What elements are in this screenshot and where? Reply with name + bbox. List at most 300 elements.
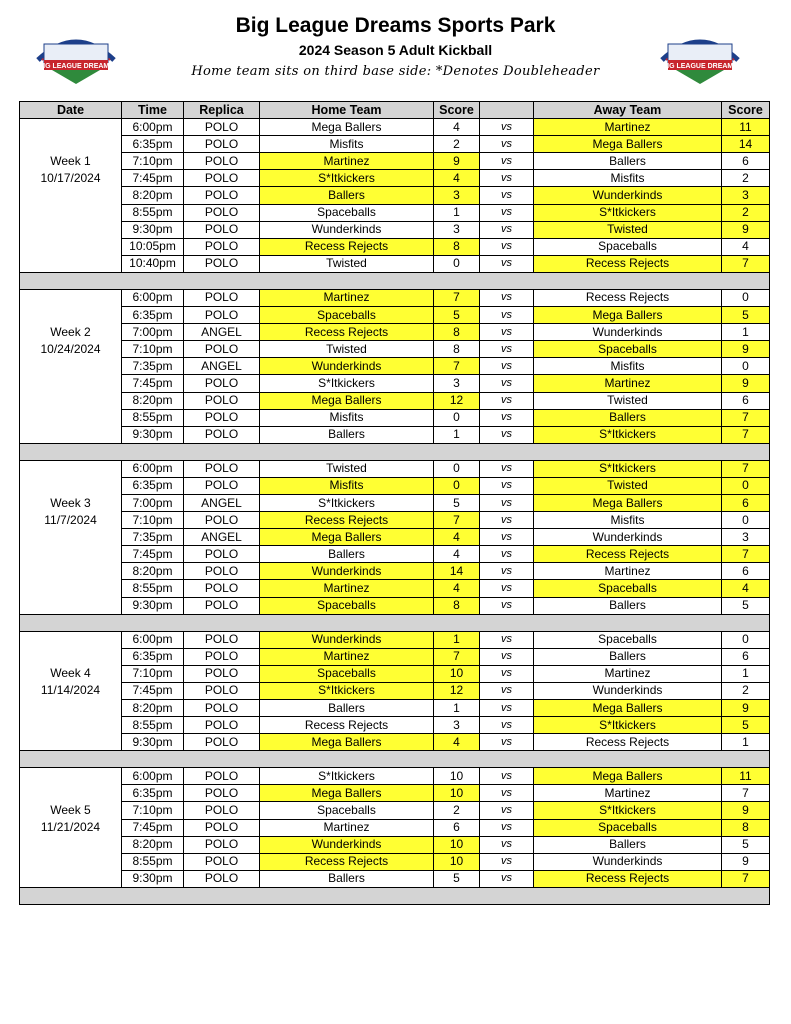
game-time: 10:40pm	[122, 255, 184, 272]
replica-field: POLO	[184, 768, 260, 785]
table-row	[20, 546, 770, 563]
home-score: 0	[434, 477, 480, 494]
away-team: Misfits	[534, 512, 722, 529]
week-separator-row	[20, 443, 770, 460]
game-time: 7:45pm	[122, 546, 184, 563]
date-cell	[20, 563, 122, 580]
home-team: Recess Rejects	[260, 717, 434, 734]
home-team: Recess Rejects	[260, 853, 434, 870]
replica-field: POLO	[184, 460, 260, 477]
game-time: 7:35pm	[122, 358, 184, 375]
home-team: Spaceballs	[260, 597, 434, 614]
home-team: Martinez	[260, 289, 434, 306]
home-score: 4	[434, 529, 480, 546]
column-header-away-team: Away Team	[534, 102, 722, 119]
home-score: 5	[434, 307, 480, 324]
away-score: 3	[722, 529, 770, 546]
home-team: Martinez	[260, 580, 434, 597]
away-team: Mega Ballers	[534, 136, 722, 153]
away-team: Twisted	[534, 477, 722, 494]
away-score: 5	[722, 717, 770, 734]
column-header-replica: Replica	[184, 102, 260, 119]
table-row	[20, 802, 770, 819]
away-score: 6	[722, 392, 770, 409]
replica-field: POLO	[184, 512, 260, 529]
home-score: 12	[434, 682, 480, 699]
away-team: Twisted	[534, 221, 722, 238]
vs-label: vs	[480, 307, 534, 324]
date-cell	[20, 717, 122, 734]
vs-label: vs	[480, 136, 534, 153]
home-score: 7	[434, 289, 480, 306]
game-time: 7:00pm	[122, 494, 184, 511]
table-row	[20, 819, 770, 836]
away-team: S*Itkickers	[534, 426, 722, 443]
game-time: 7:10pm	[122, 802, 184, 819]
replica-field: POLO	[184, 392, 260, 409]
away-team: Mega Ballers	[534, 307, 722, 324]
vs-label: vs	[480, 460, 534, 477]
home-team: Martinez	[260, 153, 434, 170]
home-score: 3	[434, 375, 480, 392]
away-team: Mega Ballers	[534, 494, 722, 511]
date-cell	[20, 204, 122, 221]
vs-label: vs	[480, 153, 534, 170]
home-team: S*Itkickers	[260, 170, 434, 187]
game-time: 7:10pm	[122, 341, 184, 358]
game-time: 6:00pm	[122, 289, 184, 306]
game-time: 6:35pm	[122, 307, 184, 324]
vs-label: vs	[480, 170, 534, 187]
away-score: 5	[722, 307, 770, 324]
away-team: Wunderkinds	[534, 529, 722, 546]
vs-label: vs	[480, 238, 534, 255]
replica-field: POLO	[184, 255, 260, 272]
separator-cell	[20, 887, 770, 904]
home-score: 6	[434, 819, 480, 836]
home-score: 0	[434, 460, 480, 477]
vs-label: vs	[480, 768, 534, 785]
away-team: Ballers	[534, 409, 722, 426]
home-score: 7	[434, 358, 480, 375]
week-separator-row	[20, 272, 770, 289]
away-team: Twisted	[534, 392, 722, 409]
separator-cell	[20, 614, 770, 631]
game-time: 7:10pm	[122, 153, 184, 170]
home-score: 5	[434, 870, 480, 887]
table-row	[20, 785, 770, 802]
game-time: 8:55pm	[122, 580, 184, 597]
table-row	[20, 529, 770, 546]
away-team: Mega Ballers	[534, 768, 722, 785]
game-time: 9:30pm	[122, 221, 184, 238]
vs-label: vs	[480, 700, 534, 717]
vs-label: vs	[480, 204, 534, 221]
away-score: 2	[722, 682, 770, 699]
home-team: Recess Rejects	[260, 324, 434, 341]
vs-label: vs	[480, 734, 534, 751]
date-cell	[20, 375, 122, 392]
table-row	[20, 392, 770, 409]
table-row	[20, 768, 770, 785]
away-score: 9	[722, 802, 770, 819]
date-cell	[20, 477, 122, 494]
table-row	[20, 341, 770, 358]
home-team: Ballers	[260, 187, 434, 204]
vs-label: vs	[480, 529, 534, 546]
away-score: 4	[722, 580, 770, 597]
replica-field: POLO	[184, 819, 260, 836]
vs-label: vs	[480, 187, 534, 204]
vs-label: vs	[480, 682, 534, 699]
home-team: Mega Ballers	[260, 734, 434, 751]
away-score: 6	[722, 563, 770, 580]
home-score: 7	[434, 648, 480, 665]
week-date: 11/14/2024	[20, 682, 122, 699]
week-date: 10/17/2024	[20, 170, 122, 187]
vs-label: vs	[480, 426, 534, 443]
away-team: Ballers	[534, 597, 722, 614]
header-note: Home team sits on third base side: *Denotes Doubleheader	[191, 64, 600, 79]
table-row	[20, 238, 770, 255]
home-score: 1	[434, 700, 480, 717]
home-team: Twisted	[260, 255, 434, 272]
column-header-away-score: Score	[722, 102, 770, 119]
week-label: Week 3	[20, 494, 122, 511]
vs-label: vs	[480, 665, 534, 682]
away-score: 14	[722, 136, 770, 153]
table-row	[20, 563, 770, 580]
away-team: Recess Rejects	[534, 289, 722, 306]
home-team: Recess Rejects	[260, 512, 434, 529]
date-cell	[20, 221, 122, 238]
replica-field: POLO	[184, 665, 260, 682]
away-score: 9	[722, 221, 770, 238]
vs-label: vs	[480, 785, 534, 802]
replica-field: ANGEL	[184, 529, 260, 546]
home-team: S*Itkickers	[260, 682, 434, 699]
home-team: Ballers	[260, 426, 434, 443]
vs-label: vs	[480, 392, 534, 409]
away-score: 6	[722, 648, 770, 665]
week-date: 11/21/2024	[20, 819, 122, 836]
date-cell	[20, 734, 122, 751]
table-row	[20, 358, 770, 375]
away-score: 1	[722, 324, 770, 341]
home-score: 4	[434, 734, 480, 751]
game-time: 8:20pm	[122, 187, 184, 204]
home-team: Ballers	[260, 700, 434, 717]
away-team: Spaceballs	[534, 631, 722, 648]
date-cell	[20, 870, 122, 887]
game-time: 8:55pm	[122, 717, 184, 734]
date-cell	[20, 836, 122, 853]
replica-field: ANGEL	[184, 494, 260, 511]
game-time: 9:30pm	[122, 597, 184, 614]
away-team: Spaceballs	[534, 580, 722, 597]
home-score: 7	[434, 512, 480, 529]
away-score: 7	[722, 426, 770, 443]
vs-label: vs	[480, 324, 534, 341]
replica-field: POLO	[184, 187, 260, 204]
table-row	[20, 375, 770, 392]
week-label: Week 1	[20, 153, 122, 170]
vs-label: vs	[480, 546, 534, 563]
week-date: 10/24/2024	[20, 341, 122, 358]
game-time: 7:10pm	[122, 512, 184, 529]
replica-field: POLO	[184, 802, 260, 819]
home-team: Wunderkinds	[260, 631, 434, 648]
table-row	[20, 512, 770, 529]
game-time: 9:30pm	[122, 734, 184, 751]
game-time: 10:05pm	[122, 238, 184, 255]
svg-text:BIG LEAGUE DREAMS: BIG LEAGUE DREAMS	[38, 63, 114, 70]
table-row	[20, 426, 770, 443]
away-score: 6	[722, 494, 770, 511]
away-team: Spaceballs	[534, 238, 722, 255]
column-header-time: Time	[122, 102, 184, 119]
week-label: Week 2	[20, 324, 122, 341]
home-team: Spaceballs	[260, 204, 434, 221]
table-row	[20, 836, 770, 853]
table-row	[20, 597, 770, 614]
away-score: 2	[722, 170, 770, 187]
date-cell	[20, 426, 122, 443]
home-team: Ballers	[260, 546, 434, 563]
home-score: 14	[434, 563, 480, 580]
date-cell	[20, 631, 122, 648]
away-team: Ballers	[534, 836, 722, 853]
week-separator-row	[20, 751, 770, 768]
replica-field: POLO	[184, 836, 260, 853]
replica-field: POLO	[184, 580, 260, 597]
away-score: 5	[722, 597, 770, 614]
game-time: 8:20pm	[122, 392, 184, 409]
table-row	[20, 289, 770, 306]
away-score: 6	[722, 153, 770, 170]
replica-field: POLO	[184, 853, 260, 870]
vs-label: vs	[480, 512, 534, 529]
table-row	[20, 204, 770, 221]
separator-cell	[20, 443, 770, 460]
home-team: Misfits	[260, 409, 434, 426]
replica-field: POLO	[184, 734, 260, 751]
replica-field: POLO	[184, 204, 260, 221]
date-cell	[20, 580, 122, 597]
vs-label: vs	[480, 853, 534, 870]
game-time: 6:35pm	[122, 477, 184, 494]
home-score: 2	[434, 802, 480, 819]
table-row	[20, 682, 770, 699]
vs-label: vs	[480, 494, 534, 511]
vs-label: vs	[480, 221, 534, 238]
home-score: 4	[434, 580, 480, 597]
date-cell	[20, 255, 122, 272]
game-time: 6:35pm	[122, 785, 184, 802]
vs-label: vs	[480, 836, 534, 853]
home-score: 0	[434, 255, 480, 272]
replica-field: POLO	[184, 221, 260, 238]
replica-field: POLO	[184, 341, 260, 358]
home-team: Mega Ballers	[260, 119, 434, 136]
away-score: 11	[722, 119, 770, 136]
vs-label: vs	[480, 648, 534, 665]
away-score: 8	[722, 819, 770, 836]
replica-field: POLO	[184, 307, 260, 324]
game-time: 7:45pm	[122, 819, 184, 836]
vs-label: vs	[480, 375, 534, 392]
column-header-home-team: Home Team	[260, 102, 434, 119]
table-row	[20, 853, 770, 870]
vs-label: vs	[480, 717, 534, 734]
away-team: Martinez	[534, 785, 722, 802]
replica-field: POLO	[184, 597, 260, 614]
table-row	[20, 307, 770, 324]
date-cell	[20, 307, 122, 324]
table-row	[20, 477, 770, 494]
game-time: 6:35pm	[122, 136, 184, 153]
home-team: Spaceballs	[260, 307, 434, 324]
game-time: 7:10pm	[122, 665, 184, 682]
replica-field: ANGEL	[184, 358, 260, 375]
vs-label: vs	[480, 819, 534, 836]
date-cell	[20, 238, 122, 255]
game-time: 8:20pm	[122, 700, 184, 717]
home-score: 3	[434, 187, 480, 204]
table-row	[20, 580, 770, 597]
replica-field: POLO	[184, 238, 260, 255]
replica-field: POLO	[184, 477, 260, 494]
away-team: S*Itkickers	[534, 460, 722, 477]
home-score: 8	[434, 597, 480, 614]
away-team: Spaceballs	[534, 819, 722, 836]
away-score: 9	[722, 341, 770, 358]
date-cell	[20, 700, 122, 717]
away-team: Ballers	[534, 153, 722, 170]
away-score: 4	[722, 238, 770, 255]
game-time: 8:55pm	[122, 409, 184, 426]
away-team: Recess Rejects	[534, 870, 722, 887]
home-team: Wunderkinds	[260, 563, 434, 580]
date-cell	[20, 768, 122, 785]
vs-label: vs	[480, 563, 534, 580]
vs-label: vs	[480, 358, 534, 375]
home-score: 4	[434, 119, 480, 136]
game-time: 6:35pm	[122, 648, 184, 665]
replica-field: POLO	[184, 870, 260, 887]
home-score: 0	[434, 409, 480, 426]
date-cell	[20, 392, 122, 409]
table-row	[20, 255, 770, 272]
away-score: 0	[722, 358, 770, 375]
table-row	[20, 631, 770, 648]
away-team: Recess Rejects	[534, 734, 722, 751]
home-score: 8	[434, 324, 480, 341]
home-score: 9	[434, 153, 480, 170]
away-team: S*Itkickers	[534, 802, 722, 819]
away-score: 7	[722, 409, 770, 426]
table-row	[20, 648, 770, 665]
replica-field: POLO	[184, 409, 260, 426]
game-time: 8:20pm	[122, 563, 184, 580]
vs-label: vs	[480, 409, 534, 426]
game-time: 8:55pm	[122, 853, 184, 870]
week-separator-row	[20, 614, 770, 631]
week-label: Week 5	[20, 802, 122, 819]
home-team: S*Itkickers	[260, 494, 434, 511]
away-score: 7	[722, 460, 770, 477]
column-header-home-score: Score	[434, 102, 480, 119]
away-team: Spaceballs	[534, 341, 722, 358]
away-score: 7	[722, 546, 770, 563]
game-time: 7:45pm	[122, 682, 184, 699]
schedule-table	[19, 101, 770, 905]
date-cell	[20, 187, 122, 204]
home-team: Recess Rejects	[260, 238, 434, 255]
away-team: Mega Ballers	[534, 700, 722, 717]
game-time: 8:55pm	[122, 204, 184, 221]
table-row	[20, 153, 770, 170]
home-score: 3	[434, 717, 480, 734]
away-team: Martinez	[534, 563, 722, 580]
away-score: 0	[722, 289, 770, 306]
vs-label: vs	[480, 580, 534, 597]
home-team: Wunderkinds	[260, 358, 434, 375]
game-time: 7:00pm	[122, 324, 184, 341]
home-team: Twisted	[260, 460, 434, 477]
game-time: 7:45pm	[122, 375, 184, 392]
away-score: 3	[722, 187, 770, 204]
home-score: 10	[434, 836, 480, 853]
home-team: Misfits	[260, 136, 434, 153]
week-label: Week 4	[20, 665, 122, 682]
away-team: Wunderkinds	[534, 187, 722, 204]
table-header-row	[20, 102, 770, 119]
page-header	[0, 0, 791, 96]
table-row	[20, 187, 770, 204]
replica-field: POLO	[184, 648, 260, 665]
home-team: Spaceballs	[260, 802, 434, 819]
home-team: Martinez	[260, 819, 434, 836]
away-score: 1	[722, 734, 770, 751]
replica-field: POLO	[184, 631, 260, 648]
away-score: 9	[722, 375, 770, 392]
away-team: Wunderkinds	[534, 682, 722, 699]
home-score: 1	[434, 426, 480, 443]
game-time: 6:00pm	[122, 119, 184, 136]
home-score: 1	[434, 631, 480, 648]
column-header-vs	[480, 102, 534, 119]
game-time: 9:30pm	[122, 426, 184, 443]
date-cell	[20, 119, 122, 136]
vs-label: vs	[480, 802, 534, 819]
away-team: S*Itkickers	[534, 204, 722, 221]
week-date: 11/7/2024	[20, 512, 122, 529]
away-score: 9	[722, 853, 770, 870]
week-separator-row	[20, 887, 770, 904]
away-score: 7	[722, 785, 770, 802]
vs-label: vs	[480, 870, 534, 887]
home-score: 10	[434, 768, 480, 785]
home-score: 10	[434, 785, 480, 802]
home-score: 8	[434, 238, 480, 255]
game-time: 6:00pm	[122, 460, 184, 477]
date-cell	[20, 358, 122, 375]
home-score: 1	[434, 204, 480, 221]
away-team: Ballers	[534, 648, 722, 665]
away-team: Martinez	[534, 375, 722, 392]
table-row	[20, 734, 770, 751]
